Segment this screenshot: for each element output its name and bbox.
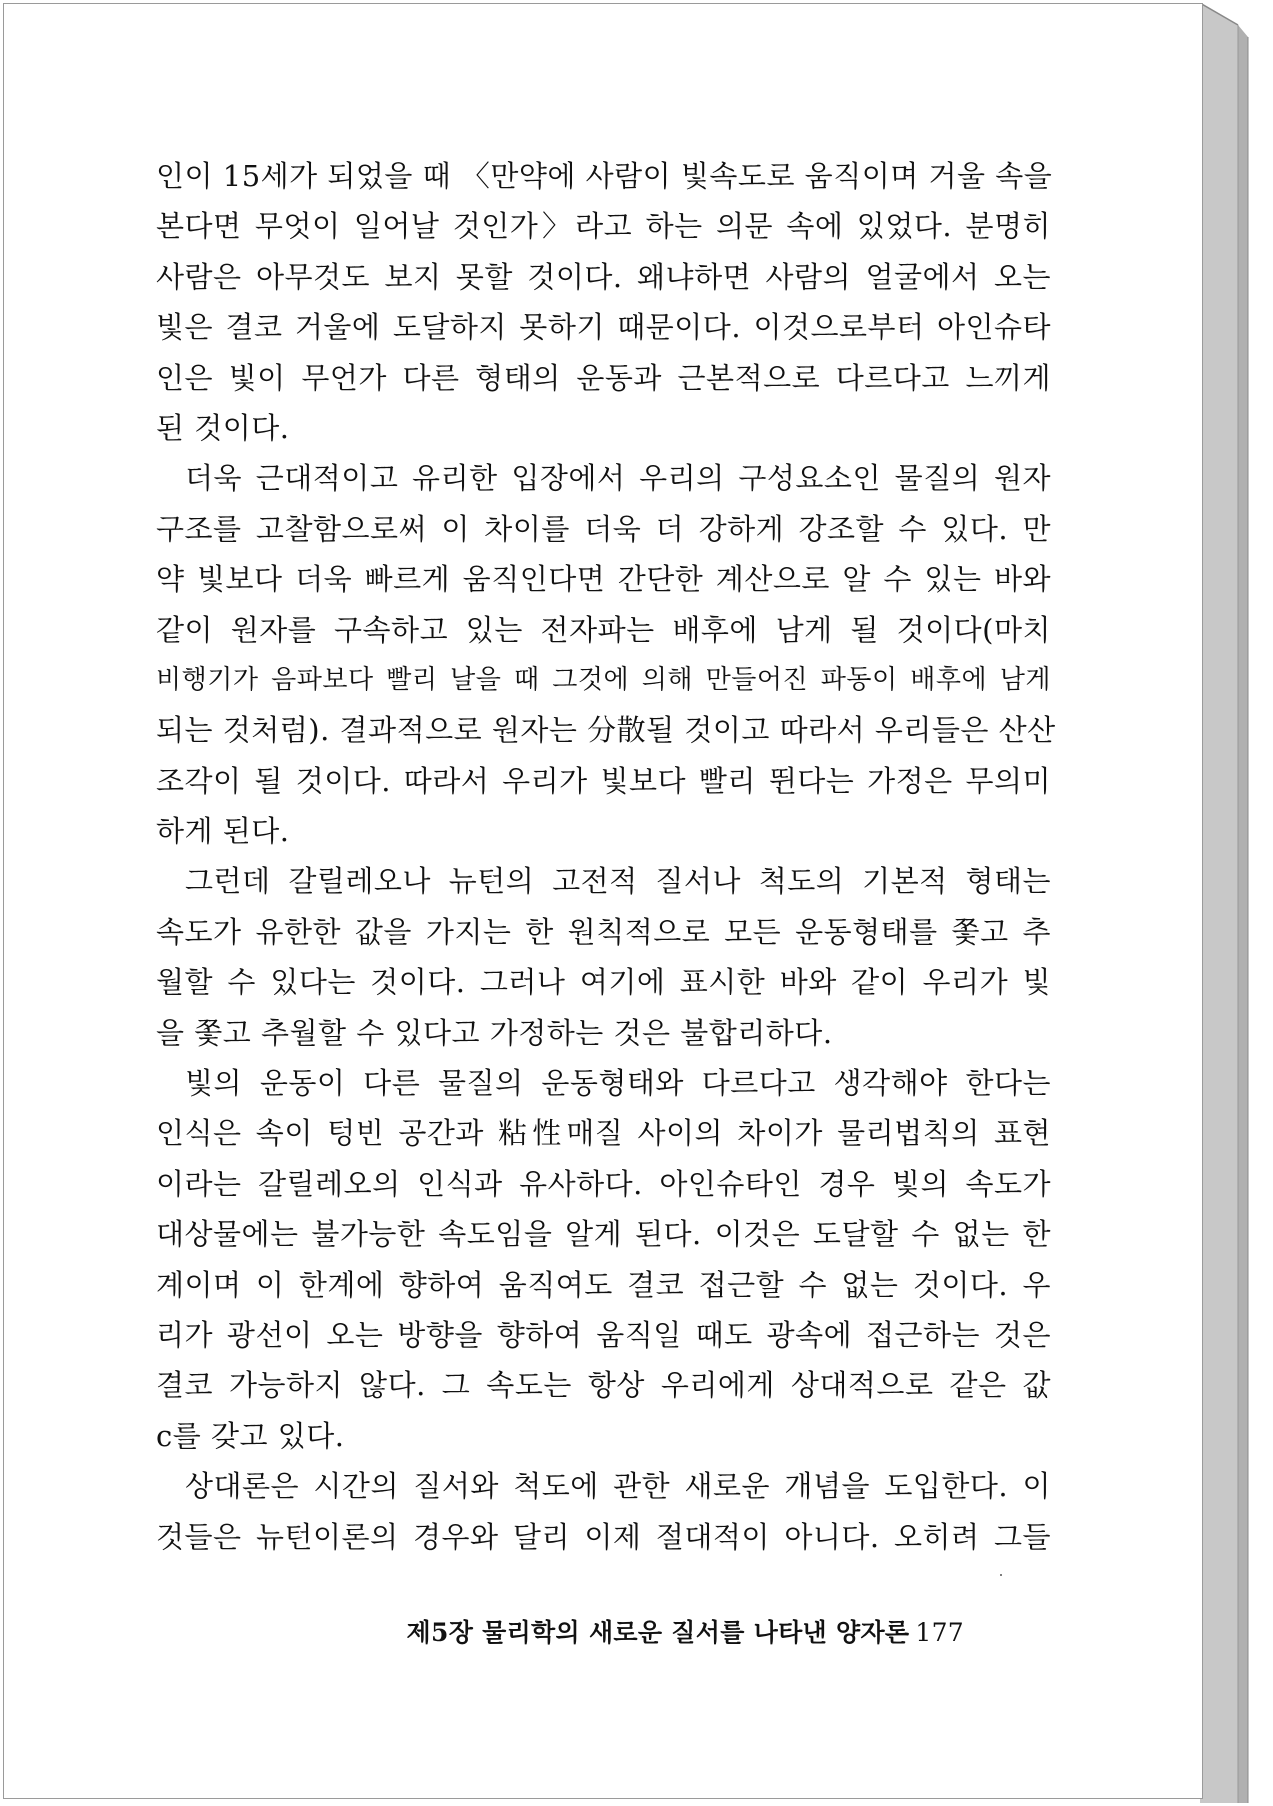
text-line: 이라는 갈릴레오의 인식과 유사하다. 아인슈타인 경우 빛의 속도가 [156,1166,1051,1201]
text-line: 빛의 운동이 다른 물질의 운동형태와 다르다고 생각해야 한다는 [185,1066,1051,1101]
text-line: 리가 광선이 오는 방향을 향하여 움직일 때도 광속에 접근하는 것은 [156,1317,1051,1352]
text-line: 계이며 이 한계에 향하여 움직여도 결코 접근할 수 없는 것이다. 우 [156,1267,1051,1302]
text-line: 본다면 무엇이 일어날 것인가〉라고 하는 의문 속에 있었다. 분명히 [156,209,1051,244]
text-line: 것들은 뉴턴이론의 경우와 달리 이제 절대적이 아니다. 오히려 그들 [156,1519,1051,1554]
text-line: 같이 원자를 구속하고 있는 전자파는 배후에 남게 될 것이다(마치 [156,612,1051,647]
text-line: 그런데 갈릴레오나 뉴턴의 고전적 질서나 척도의 기본적 형태는 [185,864,1051,899]
text-line: 을 쫓고 추월할 수 있다고 가정하는 것은 불합리하다. [156,1015,833,1050]
text-line: 대상물에는 불가능한 속도임을 알게 된다. 이것은 도달할 수 없는 한 [156,1217,1051,1252]
book-page [3,3,1203,1799]
text-line: 더욱 근대적이고 유리한 입장에서 우리의 구성요소인 물질의 원자 [185,461,1051,496]
text-line: 되는 것처럼). 결과적으로 원자는 分散될 것이고 따라서 우리들은 산산 [156,713,1056,748]
text-line: 하게 된다. [156,814,290,849]
page-edge-graphic [1200,3,1273,1803]
page-number: 177 [915,1618,964,1647]
text-line: 월할 수 있다는 것이다. 그러나 여기에 표시한 바와 같이 우리가 빛 [156,965,1051,1000]
body-text [156,151,1056,1562]
text-line: c를 갖고 있다. [156,1418,345,1453]
text-line: 사람은 아무것도 보지 못할 것이다. 왜냐하면 사람의 얼굴에서 오는 [156,259,1051,294]
text-line: 조각이 될 것이다. 따라서 우리가 빛보다 빨리 뛴다는 가정은 무의미 [156,763,1051,798]
text-line: 구조를 고찰함으로써 이 차이를 더욱 더 강하게 강조할 수 있다. 만 [156,511,1051,546]
text-line: 속도가 유한한 값을 가지는 한 원칙적으로 모든 운동형태를 쫓고 추 [156,914,1051,949]
text-line: 빛은 결코 거울에 도달하지 못하기 때문이다. 이것으로부터 아인슈타 [156,310,1051,345]
scan-speck [1000,1574,1002,1576]
text-line: 인이 15세가 되었을 때 〈만약에 사람이 빛속도로 움직이며 거울 속을 [156,159,1053,193]
text-line: 약 빛보다 더욱 빠르게 움직인다면 간단한 계산으로 알 수 있는 바와 [156,562,1051,597]
text-line: 결코 가능하지 않다. 그 속도는 항상 우리에게 상대적으로 같은 값 [156,1368,1051,1403]
text-line: 비행기가 음파보다 빨리 날을 때 그것에 의해 만들어진 파동이 배후에 남게 [156,664,1051,695]
text-line: 된 것이다. [156,410,290,445]
text-line: 상대론은 시간의 질서와 척도에 관한 새로운 개념을 도입한다. 이 [185,1469,1051,1504]
text-line: 인은 빛이 무언가 다른 형태의 운동과 근본적으로 다르다고 느끼게 [156,360,1051,395]
running-head: 제5장 물리학의 새로운 질서를 나타낸 양자론 [406,1618,910,1647]
page-footer [407,1613,964,1649]
text-line: 인식은 속이 텅빈 공간과 粘性매질 사이의 차이가 물리법칙의 표현 [156,1116,1051,1151]
